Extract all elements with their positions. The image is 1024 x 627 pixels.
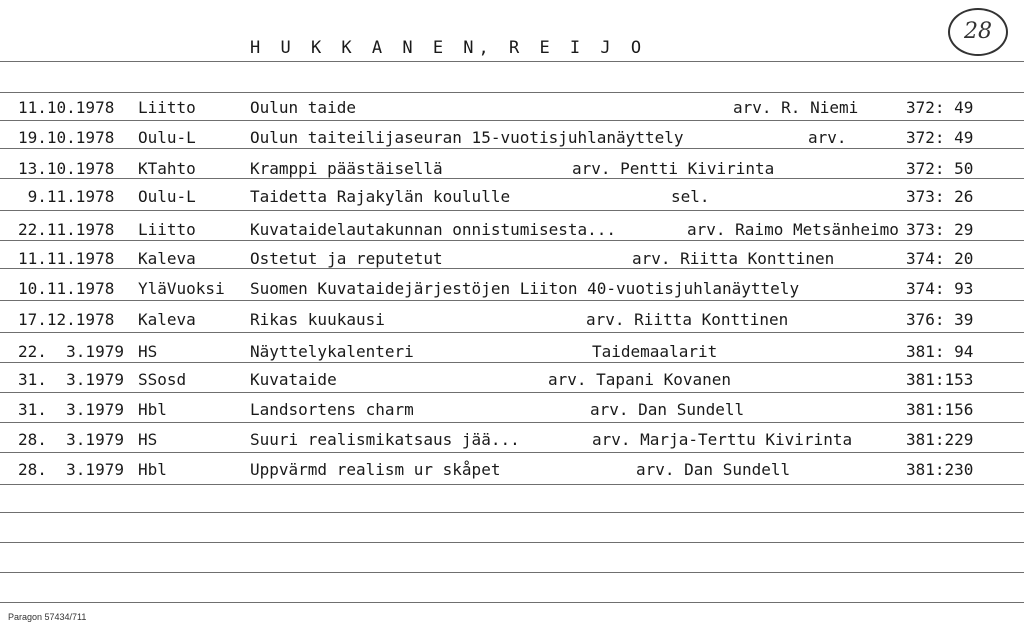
entry-title: Oulun taide <box>250 98 356 117</box>
ruled-line <box>0 542 1024 543</box>
entry-reviewer: arv. R. Niemi <box>733 98 859 117</box>
entry-title: Kuvataide <box>250 370 337 389</box>
entry-source: Hbl <box>138 460 167 479</box>
entry-reviewer: Taidemaalarit <box>592 342 718 361</box>
entry-reviewer: arv. Dan Sundell <box>636 460 791 479</box>
entry-date: 11.11.1978 <box>18 249 115 268</box>
entry-reference: 381:229 <box>906 430 974 449</box>
entry-source: HS <box>138 430 158 449</box>
entry-reference: 374: 20 <box>906 249 974 268</box>
entry-reference: 372: 50 <box>906 159 974 178</box>
entry-date: 31. 3.1979 <box>18 400 124 419</box>
entry-row <box>0 159 1024 183</box>
entry-date: 17.12.1978 <box>18 310 115 329</box>
entry-source: Hbl <box>138 400 167 419</box>
entry-reference: 372: 49 <box>906 98 974 117</box>
entry-row <box>0 370 1024 394</box>
entry-row <box>0 98 1024 122</box>
entry-title: Kramppi päästäisellä <box>250 159 443 178</box>
print-mark: Paragon 57434/711 <box>8 612 87 622</box>
entry-row <box>0 310 1024 334</box>
entry-reviewer: arv. Riitta Konttinen <box>632 249 835 268</box>
entry-date: 10.11.1978 <box>18 279 115 298</box>
entry-row <box>0 187 1024 211</box>
entry-source: Kaleva <box>138 310 196 329</box>
entry-source: Oulu-L <box>138 128 196 147</box>
entry-reference: 381:156 <box>906 400 974 419</box>
entry-row <box>0 430 1024 454</box>
entry-row <box>0 249 1024 273</box>
ruled-line <box>0 61 1024 62</box>
entry-row <box>0 400 1024 424</box>
entry-reviewer: arv. Riitta Konttinen <box>586 310 789 329</box>
entry-title: Ostetut ja reputetut <box>250 249 443 268</box>
entry-row <box>0 342 1024 366</box>
entry-source: YläVuoksi <box>138 279 225 298</box>
entry-date: 28. 3.1979 <box>18 460 124 479</box>
entry-source: HS <box>138 342 158 361</box>
entry-row <box>0 460 1024 484</box>
entry-title: Suuri realismikatsaus jää... <box>250 430 520 449</box>
entry-title: Taidetta Rajakylän koululle <box>250 187 511 206</box>
entry-source: Liitto <box>138 220 196 239</box>
entry-reviewer: arv. Dan Sundell <box>590 400 745 419</box>
entry-reference: 372: 49 <box>906 128 974 147</box>
entry-title: Kuvataidelautakunnan onnistumisesta... <box>250 220 617 239</box>
entry-title: Näyttelykalenteri <box>250 342 414 361</box>
card-heading: H U K K A N E N, R E I J O <box>250 38 647 58</box>
entry-source: Kaleva <box>138 249 196 268</box>
entry-date: 13.10.1978 <box>18 159 115 178</box>
entry-reviewer: arv. Raimo Metsänheimo <box>687 220 899 239</box>
entry-date: 11.10.1978 <box>18 98 115 117</box>
ruled-line <box>0 92 1024 93</box>
entry-reference: 381: 94 <box>906 342 974 361</box>
entry-title: Oulun taiteilijaseuran 15-vuotisjuhlanäyttely <box>250 128 684 147</box>
entry-row <box>0 279 1024 303</box>
entry-reference: 373: 29 <box>906 220 974 239</box>
ruled-line <box>0 572 1024 573</box>
ruled-line <box>0 512 1024 513</box>
entry-reviewer: arv. Marja-Terttu Kivirinta <box>592 430 853 449</box>
entry-date: 9.11.1978 <box>18 187 115 206</box>
ruled-line <box>0 484 1024 485</box>
entry-title: Suomen Kuvataidejärjestöjen Liiton 40-vuotisjuhlanäyttely <box>250 279 800 298</box>
entry-row <box>0 128 1024 152</box>
entry-source: SSosd <box>138 370 187 389</box>
ruled-line <box>0 602 1024 603</box>
entry-reference: 381:153 <box>906 370 974 389</box>
entry-date: 28. 3.1979 <box>18 430 124 449</box>
card-number-badge: 28 <box>948 8 1008 56</box>
entry-date: 22. 3.1979 <box>18 342 124 361</box>
entry-title: Uppvärmd realism ur skåpet <box>250 460 501 479</box>
entry-date: 22.11.1978 <box>18 220 115 239</box>
entry-title: Landsortens charm <box>250 400 414 419</box>
entry-reference: 373: 26 <box>906 187 974 206</box>
entry-title: Rikas kuukausi <box>250 310 385 329</box>
entry-source: KTahto <box>138 159 196 178</box>
entry-source: Oulu-L <box>138 187 196 206</box>
entry-date: 19.10.1978 <box>18 128 115 147</box>
entry-reviewer: arv. Pentti Kivirinta <box>572 159 775 178</box>
entry-reviewer: sel. <box>671 187 710 206</box>
entry-source: Liitto <box>138 98 196 117</box>
entry-row <box>0 220 1024 244</box>
entry-reference: 381:230 <box>906 460 974 479</box>
entry-reviewer: arv. <box>808 128 847 147</box>
entry-reviewer: arv. Tapani Kovanen <box>548 370 732 389</box>
entry-reference: 376: 39 <box>906 310 974 329</box>
entry-date: 31. 3.1979 <box>18 370 124 389</box>
entry-reference: 374: 93 <box>906 279 974 298</box>
